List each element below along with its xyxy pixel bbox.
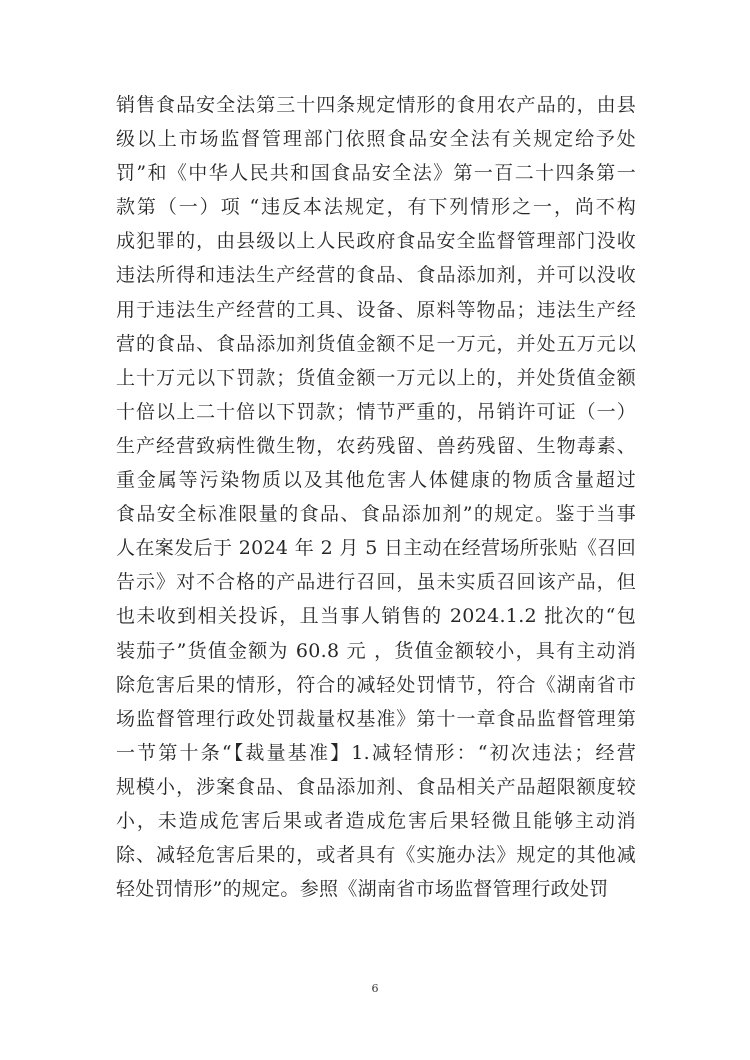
text-line-10: 十倍以上二十倍以下罚款；情节严重的，吊销许可证（一） [116, 400, 636, 423]
text-line-20: 一节第十条“【裁量基准】1.减轻情形：“初次违法；经营 [116, 741, 636, 764]
text-line-23: 除、减轻危害后果的，或者具有《实施办法》规定的其他减 [116, 844, 636, 867]
text-line-6: 违法所得和违法生产经营的食品、食品添加剂，并可以没收 [116, 264, 636, 287]
text-line-16: 也未收到相关投诉，且当事人销售的 2024.1.2 批次的“包 [116, 605, 636, 628]
body-text [116, 88, 636, 906]
text-line-15: 告示》对不合格的产品进行召回，虽未实质召回该产品，但 [116, 571, 636, 594]
text-line-11: 生产经营致病性微生物，农药残留、兽药残留、生物毒素、 [116, 434, 636, 457]
page-number: 6 [371, 982, 379, 995]
text-line-12: 重金属等污染物质以及其他危害人体健康的物质含量超过 [116, 469, 636, 492]
text-line-9: 上十万元以下罚款；货值金额一万元以上的，并处货值金额 [116, 366, 636, 389]
text-line-14: 人在案发后于 2024 年 2 月 5 日主动在经营场所张贴《召回 [116, 537, 636, 560]
text-line-2: 级以上市场监督管理部门依照食品安全法有关规定给予处 [116, 128, 636, 151]
text-line-17: 装茄子”货值金额为 60.8 元 ，货值金额较小，具有主动消 [116, 639, 636, 662]
text-line-22: 小，未造成危害后果或者造成危害后果轻微且能够主动消 [116, 809, 636, 832]
text-line-1: 销售食品安全法第三十四条规定情形的食用农产品的，由县 [116, 94, 636, 116]
text-line-13: 食品安全标准限量的食品、食品添加剂”的规定。鉴于当事 [116, 503, 636, 526]
text-line-24: 轻处罚情形”的规定。参照《湖南省市场监督管理行政处罚 [116, 878, 609, 901]
text-line-3: 罚”和《中华人民共和国食品安全法》第一百二十四条第一 [116, 162, 636, 185]
text-line-18: 除危害后果的情形，符合的减轻处罚情节，符合《湖南省市 [116, 673, 636, 696]
text-line-19: 场监督管理行政处罚裁量权基准》第十一章食品监督管理第 [116, 707, 636, 730]
text-line-8: 营的食品、食品添加剂货值金额不足一万元，并处五万元以 [116, 332, 636, 355]
text-line-5: 成犯罪的，由县级以上人民政府食品安全监督管理部门没收 [116, 230, 636, 253]
text-line-7: 用于违法生产经营的工具、设备、原料等物品；违法生产经 [116, 298, 636, 321]
text-line-4: 款第（一）项 “违反本法规定，有下列情形之一，尚不构 [116, 196, 636, 219]
text-line-21: 规模小，涉案食品、食品添加剂、食品相关产品超限额度较 [116, 775, 636, 798]
